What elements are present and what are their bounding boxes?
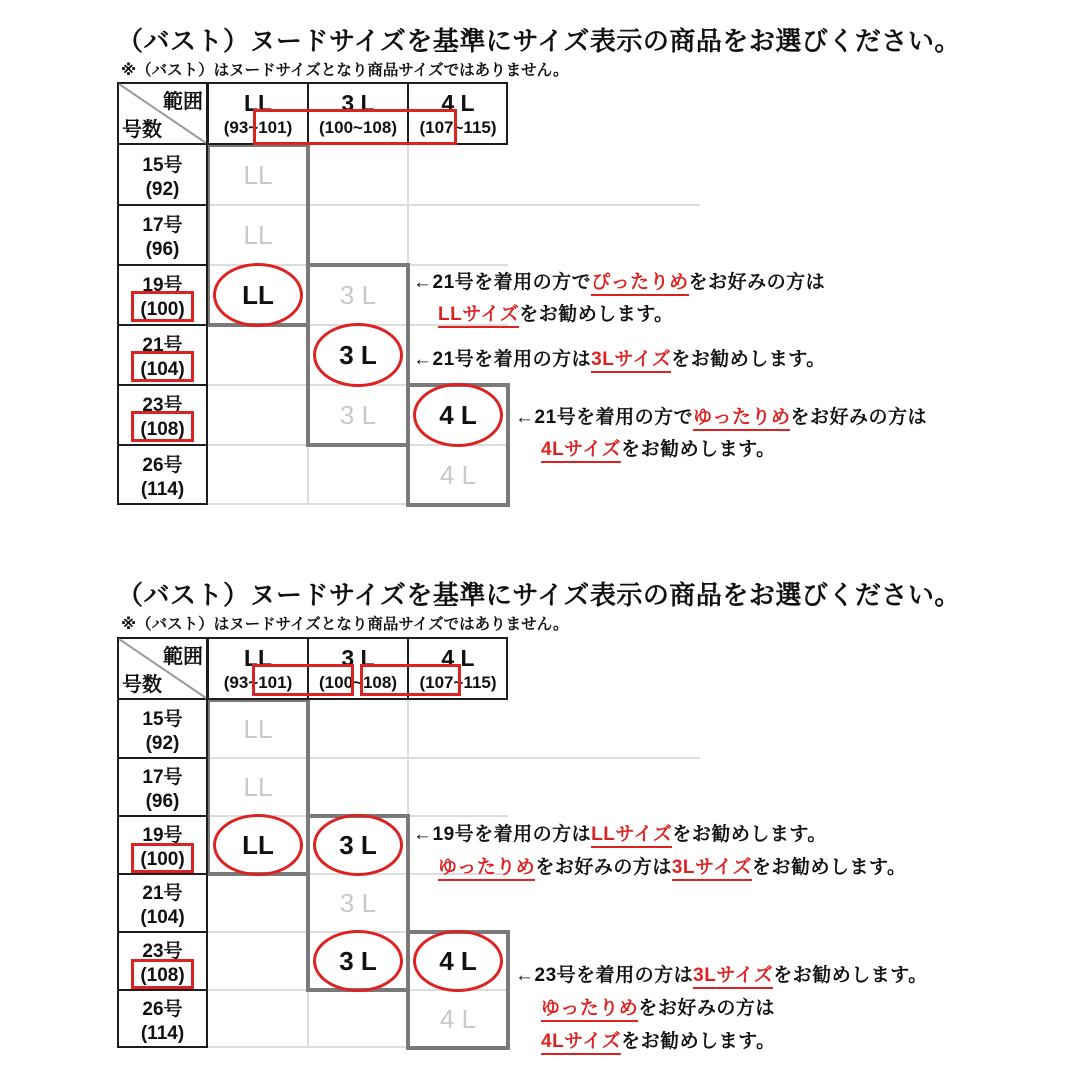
- bust-highlight-rect-23: [131, 959, 194, 989]
- annotation-red-text: ゆったりめ: [541, 998, 638, 1022]
- go-number: 15号: [142, 154, 183, 176]
- size-name: LL: [243, 89, 273, 116]
- cell-3l-23: 3 L: [339, 946, 377, 976]
- gridline: [208, 503, 408, 505]
- cell-ll-15: LL: [243, 160, 273, 190]
- recommend-ellipse-4l-23: [413, 383, 503, 447]
- go-number: 23号: [142, 940, 183, 962]
- overlap-highlight-rect-3l-4l: [360, 664, 461, 696]
- cell-ll-17: LL: [243, 772, 273, 802]
- bust-range: (93~101): [223, 672, 293, 692]
- bust-range: (93~101): [223, 117, 293, 137]
- cell-3l-21: 3 L: [339, 888, 377, 918]
- nude-size-note-1: ※（バスト）はヌードサイズとなり商品サイズではありません。: [121, 62, 569, 79]
- annotation-text: をお勧めします。: [671, 349, 826, 370]
- annotation-t2-2-line3: [541, 1026, 776, 1053]
- size-guide-title-2: （バスト）ヌードサイズを基準にサイズ表示の商品をお選びください。: [117, 580, 961, 610]
- overlap-highlight-rect-ll-3l: [252, 664, 354, 696]
- size-guide-title-1: （バスト）ヌードサイズを基準にサイズ表示の商品をお選びください。: [117, 26, 961, 56]
- annotation-text: をお好みの方は: [638, 998, 775, 1019]
- annotation-text: ←23号を着用の方は: [515, 965, 694, 986]
- annotation-text: をお好みの方は: [790, 407, 927, 428]
- cell-3l-19: 3 L: [339, 280, 377, 310]
- annotation-text: ←21号を着用の方で: [413, 272, 592, 293]
- bust-value: (104): [140, 906, 185, 928]
- row-label-21: [117, 874, 208, 932]
- go-number: 23号: [142, 394, 183, 416]
- cell-3l-19: 3 L: [339, 830, 377, 860]
- bust-value: (108): [140, 964, 185, 986]
- annotation-red-text: ぴったりめ: [591, 272, 689, 296]
- annotation-t1-2-line1: [413, 344, 826, 371]
- cell-4l-26: 4 L: [439, 460, 477, 490]
- bust-range: (107~115): [419, 117, 497, 137]
- gridline: [208, 1046, 408, 1048]
- corner-gosu-label: 号数: [122, 674, 162, 696]
- recommend-ellipse-4l-23: [413, 930, 503, 992]
- bust-range: (100~108): [319, 117, 397, 137]
- recommend-ellipse-3l-21: [313, 323, 403, 387]
- annotation-text: をお勧めします。: [621, 1031, 776, 1052]
- annotation-text: ←19号を着用の方は: [413, 824, 592, 845]
- bust-value: (96): [145, 238, 180, 260]
- cell-4l-23: 4 L: [439, 946, 477, 976]
- annotation-red-text: LLサイズ: [438, 304, 519, 328]
- row-label-15: [117, 145, 208, 205]
- bust-value: (104): [140, 358, 185, 380]
- annotation-t2-2-line1: [515, 960, 928, 987]
- size-name: 4 L: [441, 644, 475, 671]
- size-name: LL: [243, 644, 273, 671]
- bust-value: (100): [140, 848, 185, 870]
- recommend-ellipse-ll-19: [213, 814, 303, 876]
- bust-highlight-rect-23: [131, 411, 194, 442]
- cell-4l-26: 4 L: [439, 1004, 477, 1034]
- go-number: 15号: [142, 708, 183, 730]
- cell-3l-23: 3 L: [339, 400, 377, 430]
- bust-value: (92): [145, 732, 180, 754]
- annotation-red-text: 4Lサイズ: [541, 439, 621, 463]
- annotation-text: をお勧めします。: [621, 439, 776, 460]
- go-number: 19号: [142, 824, 183, 846]
- annotation-red-text: LLサイズ: [591, 824, 672, 848]
- cell-3l-21: 3 L: [339, 340, 377, 370]
- corner-cell: [117, 82, 208, 145]
- row-label-17: [117, 758, 208, 816]
- annotation-t1-1-line1: [413, 267, 825, 294]
- annotation-t1-1-line2: [438, 299, 674, 326]
- bust-value: (114): [140, 478, 185, 500]
- go-number: 21号: [142, 334, 183, 356]
- annotation-t2-2-line2: [541, 993, 775, 1020]
- bust-highlight-rect-21: [131, 351, 194, 382]
- annotation-text: をお勧めします。: [773, 965, 928, 986]
- cell-ll-15: LL: [243, 714, 273, 744]
- annotation-t2-1-line1: [413, 819, 827, 846]
- row-label-26: [117, 445, 208, 505]
- size-name: 3 L: [341, 89, 375, 116]
- annotation-red-text: ゆったりめ: [693, 407, 790, 431]
- cell-ll-17: LL: [243, 220, 273, 250]
- annotation-t1-3-line2: [541, 434, 776, 461]
- go-number: 21号: [142, 882, 183, 904]
- annotation-red-text: 4Lサイズ: [541, 1031, 621, 1055]
- size-name: 4 L: [441, 89, 475, 116]
- annotation-text: をお好みの方は: [688, 272, 826, 293]
- cell-4l-23: 4 L: [439, 400, 477, 430]
- annotation-text: をお勧めします。: [519, 304, 674, 325]
- cell-ll-19: LL: [242, 830, 274, 860]
- recommend-ellipse-3l-23: [313, 930, 403, 992]
- go-number: 17号: [142, 766, 183, 788]
- bust-value: (96): [145, 790, 180, 812]
- bust-value: (92): [145, 178, 180, 200]
- bust-range: (100~108): [319, 672, 397, 692]
- corner-range-label: 範囲: [163, 91, 203, 113]
- corner-range-label: 範囲: [163, 646, 203, 668]
- annotation-text: をお勧めします。: [672, 824, 827, 845]
- bust-highlight-rect-19: [131, 843, 194, 873]
- nude-size-note-2: ※（バスト）はヌードサイズとなり商品サイズではありません。: [121, 616, 569, 633]
- annotation-red-text: 3Lサイズ: [693, 965, 773, 989]
- bust-highlight-rect-19: [131, 291, 194, 322]
- annotation-text: をお勧めします。: [751, 857, 907, 878]
- annotation-red-text: ゆったりめ: [438, 857, 535, 881]
- go-number: 26号: [142, 998, 183, 1020]
- annotation-text: ←21号を着用の方で: [515, 407, 694, 428]
- annotation-t1-3-line1: [515, 402, 927, 429]
- bust-value: (114): [140, 1022, 185, 1044]
- row-label-17: [117, 205, 208, 265]
- annotation-text: ←21号を着用の方は: [413, 349, 592, 370]
- annotation-text: をお好みの方は: [535, 857, 672, 878]
- row-label-26: [117, 990, 208, 1048]
- row-label-15: [117, 700, 208, 758]
- cell-ll-19: LL: [242, 280, 274, 310]
- annotation-red-text: 3Lサイズ: [672, 857, 752, 881]
- recommend-ellipse-ll-19: [213, 263, 303, 327]
- bust-range: (107~115): [419, 672, 497, 692]
- annotation-t2-1-line2: [438, 852, 906, 879]
- corner-gosu-label: 号数: [122, 119, 162, 141]
- recommend-ellipse-3l-19: [313, 814, 403, 876]
- corner-cell: [117, 637, 208, 700]
- size-name: 3 L: [341, 644, 375, 671]
- overlap-highlight-rect: [253, 109, 457, 145]
- annotation-red-text: 3Lサイズ: [591, 349, 671, 373]
- bust-value: (108): [140, 418, 185, 440]
- go-number: 26号: [142, 454, 183, 476]
- go-number: 19号: [142, 274, 183, 296]
- go-number: 17号: [142, 214, 183, 236]
- bust-value: (100): [140, 298, 185, 320]
